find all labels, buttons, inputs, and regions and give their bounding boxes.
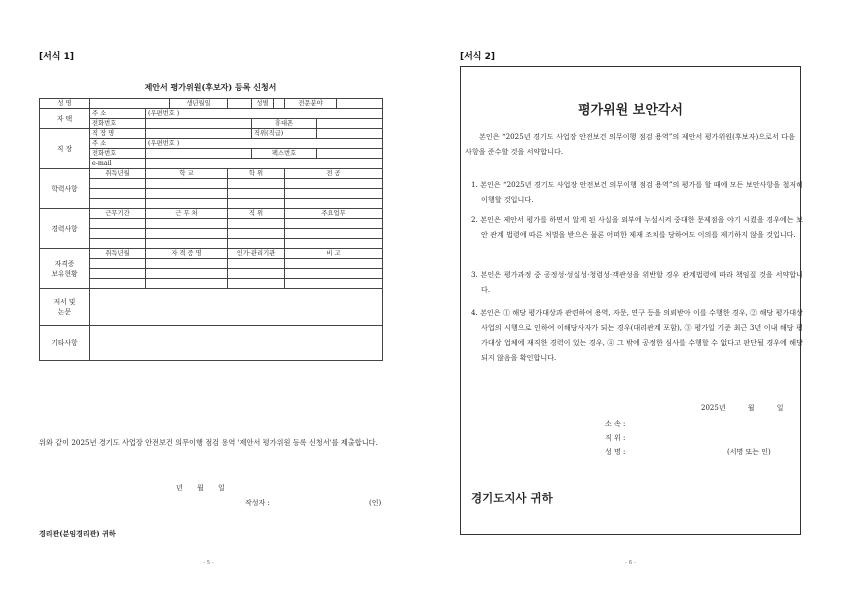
position-cell[interactable] [317,129,383,139]
license-label: 자격증 보유현황 [40,249,90,289]
pledge-item-2: 2. 본인은 제안서 평가를 하면서 알게 된 사실을 외부에 누설시켜 중대한 문제점을 야기 시켰을 경우에는 보안 관계 법령에 따른 처벌을 받으은 물론 어떠한 제재 조치를 당하여도 이의를 제기하지 않을 것입니다. [471,215,803,239]
career-cell[interactable] [228,229,285,239]
home-phone-cell[interactable] [146,119,252,129]
form-label-2: [서식 2] [460,52,496,62]
home-phone-label: 전화번호 [90,119,146,129]
career-cell[interactable] [146,229,228,239]
work-postal[interactable]: (우편번호 ) [146,139,383,149]
mobile-cell[interactable] [317,119,383,129]
license-cell[interactable] [146,259,228,269]
edu-cell[interactable] [146,189,228,199]
career-cell[interactable] [285,229,383,239]
pledge-item-3: 3. 본인은 평가과정 중 공정성·성실성·청렴성·객관성을 위반할 경우 관계법령에 따라 책임질 것을 서약합니다. [471,270,803,294]
security-pledge-box [460,66,801,535]
name-label: 성 명 [40,99,90,109]
work-address-label: 주 소 [90,139,146,149]
application-form-table [39,98,383,361]
license-cell[interactable] [228,279,285,289]
career-cell[interactable] [228,239,285,249]
career-cell[interactable] [146,239,228,249]
page-number-left: - 5 - [203,560,214,566]
birth-label: 생년월일 [170,99,228,109]
fax-label: 팩스번호 [252,149,317,159]
career-cell[interactable] [90,229,146,239]
home-postal[interactable]: (우편번호 ) [146,109,383,119]
edu-cell[interactable] [285,199,383,209]
position-label: 직위(직급) [252,129,317,139]
edu-cell[interactable] [90,199,146,209]
name-cell[interactable] [90,99,170,109]
papers-cell[interactable] [90,289,383,326]
career-header-2: 근 무 처 [146,209,228,219]
statement-text: 위와 같이 2025년 경기도 사업장 안전보건 의무이행 점검 용역 '제안서 평가위원 등록 신청서'를 제출합니다. [39,438,378,447]
workplace-label: 직 장 명 [90,129,146,139]
workplace-cell[interactable] [146,129,252,139]
education-label: 학력사항 [40,169,90,209]
edu-header-4: 전 공 [285,169,383,179]
career-header-3: 직 위 [228,209,285,219]
edu-cell[interactable] [146,179,228,189]
position-label-right: 직 위 : [605,434,626,442]
edu-cell[interactable] [285,179,383,189]
edu-cell[interactable] [90,189,146,199]
career-header-4: 주요업무 [285,209,383,219]
license-cell[interactable] [146,279,228,289]
specialty-cell[interactable] [337,99,383,109]
name-label-right: 성 명 : [605,448,626,456]
home-address-label: 주 소 [90,109,146,119]
work-phone-label: 전화번호 [90,149,146,159]
career-cell[interactable] [285,239,383,249]
affiliation-label: 소 속 : [605,420,626,428]
sign-mark: (서명 또는 인) [727,448,771,456]
fax-cell[interactable] [317,149,383,159]
specialty-label: 전문분야 [285,99,337,109]
pledge-title: 평가위원 보안각서 [578,103,683,118]
career-cell[interactable] [228,219,285,229]
author-label: 작성자 : [245,499,270,507]
email-label: e-mail [90,159,146,169]
career-cell[interactable] [90,239,146,249]
left-page [0,0,420,595]
license-header-2: 자 격 증 명 [146,249,228,259]
edu-cell[interactable] [228,179,285,189]
addressee-right: 경기도지사 귀하 [471,491,553,505]
date-line: 년 월 일 [176,484,225,492]
license-cell[interactable] [146,269,228,279]
edu-header-2: 학 교 [146,169,228,179]
license-cell[interactable] [228,259,285,269]
work-label: 직 장 [40,129,90,169]
career-cell[interactable] [90,219,146,229]
license-header-3: 인가·관리기관 [228,249,285,259]
mobile-label: 휴대폰 [252,119,317,129]
etc-cell[interactable] [90,326,383,361]
license-cell[interactable] [90,269,146,279]
license-cell[interactable] [228,269,285,279]
form-label-1: [서식 1] [39,52,75,62]
career-cell[interactable] [146,219,228,229]
application-title: 제안서 평가위원(후보자) 등록 신청서 [144,82,277,92]
pledge-item-4: 4. 본인은 ① 해당 평가대상과 관련하여 용역, 자문, 연구 등을 의뢰받아 이를 수행한 경우, ② 해당 평가대상 사업의 시행으로 인하여 이해당사자가 되는 경우(대리관계 포함), ③ 평가일 기준 최근 3년 이내 해당 평가대상 업체에 재직한 경력이 있는 경우, ④ 그 밖에 공정한 심사를 수행할 수 없다고 판단될 경우에 해당되지 않음을 확인합니다. [471,308,803,362]
edu-cell[interactable] [228,199,285,209]
pledge-intro: 본인은 “2025년 경기도 사업장 안전보건 의무이행 점검 용역”의 제안서 평가위원(후보자)으로서 다음 사항을 준수할 것을 서약합니다. [465,132,795,156]
edu-header-3: 학 위 [228,169,285,179]
etc-label: 기타사항 [40,326,90,361]
page-number-right: - 6 - [625,560,636,566]
edu-cell[interactable] [146,199,228,209]
license-header-1: 취득년월 [90,249,146,259]
pledge-item-1: 1. 본인은 “2025년 경기도 사업장 안전보건 의무이행 점검 용역”의 평가를 할 때에 모든 보안사항을 철저히 이행할 것입니다. [471,180,803,204]
career-label: 경력사항 [40,209,90,249]
career-header-1: 근무기간 [90,209,146,219]
license-cell[interactable] [90,259,146,269]
gender-label: 성별 [252,99,274,109]
right-page [420,0,841,595]
edu-cell[interactable] [285,189,383,199]
gender-cell[interactable] [274,99,285,109]
license-cell[interactable] [285,259,383,269]
email-cell[interactable] [146,159,383,169]
edu-header-1: 취득년월 [90,169,146,179]
career-cell[interactable] [285,219,383,229]
edu-cell[interactable] [228,189,285,199]
license-header-4: 비 고 [285,249,383,259]
birth-cell[interactable] [228,99,252,109]
home-label: 자 택 [40,109,90,129]
license-cell[interactable] [285,269,383,279]
addressee-left: 경리관(분임경리관) 귀하 [39,529,116,538]
edu-cell[interactable] [90,179,146,189]
license-cell[interactable] [90,279,146,289]
pledge-date: 2025년 월 일 [701,404,784,412]
license-cell[interactable] [285,279,383,289]
papers-label: 저서 및 논문 [40,289,90,326]
work-phone-cell[interactable] [146,149,252,159]
seal-mark: (인) [369,499,382,507]
